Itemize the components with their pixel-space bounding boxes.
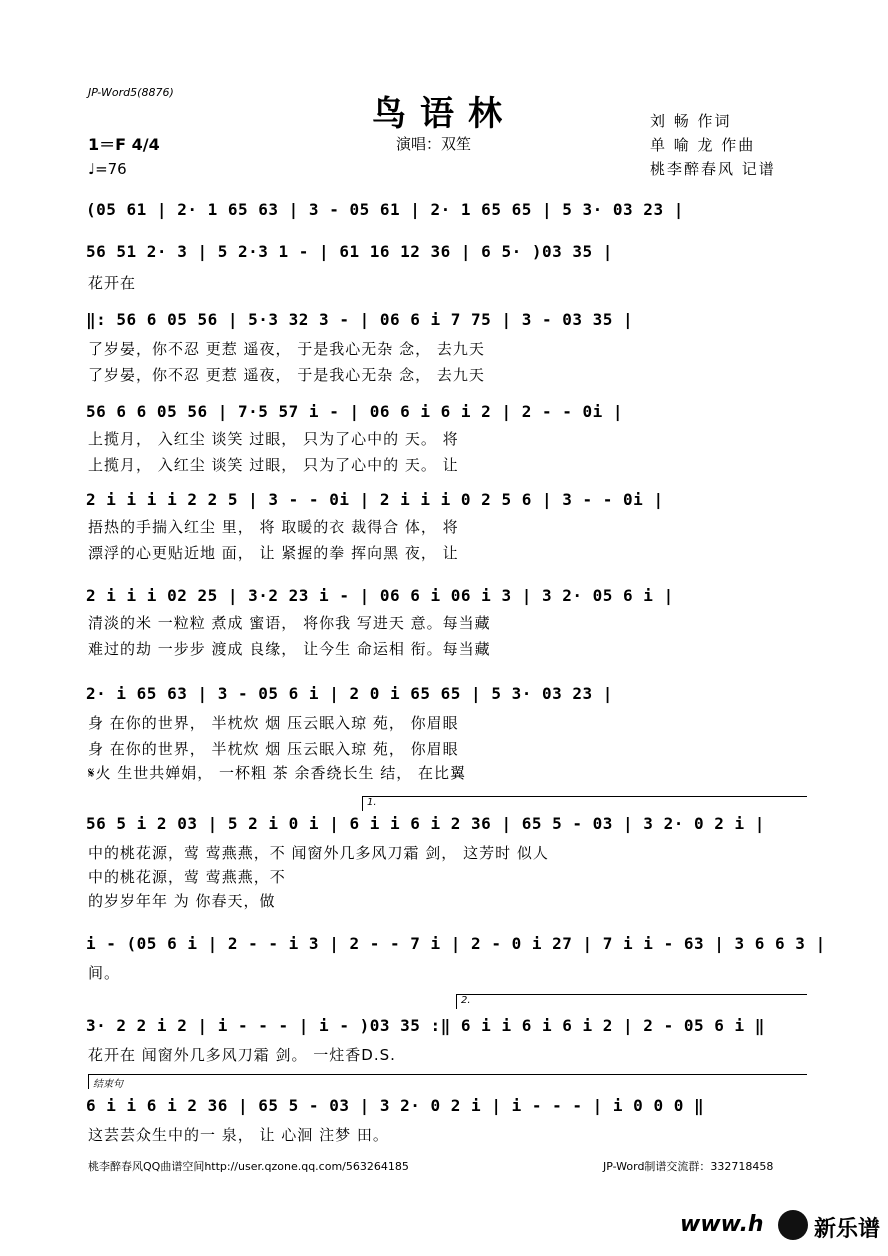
score-system-8: 56 5 i 2 03 | 5 2 i 0 i | 6 i i 6 i 2 36 | 65 5 - 03 | 3 2· 0 2 i | [86,814,765,833]
score-system-9: i - (05 6 i | 2 - - i 3 | 2 - - 7 i | 2 - 0 i 27 | 7 i i - 63 | 3 6 6 3 | [86,934,826,953]
lyric-line-7-3: 𝄋火 生世共婵娟， 一杯粗 茶 余香绕长生 结， 在比翼 [88,764,467,782]
lyric-line-4-1: 上揽月， 入红尘 谈笑 过眼， 只为了心中的 天。 将 [88,430,459,448]
software-label: JP-Word5(8876) [88,86,174,99]
singer-label: 演唱：双笙 [396,135,472,153]
volta-2: 2. [456,994,807,1009]
score-system-1: (05 61 | 2· 1 65 63 | 3 - 05 61 | 2· 1 65 65 | 5 3· 03 23 | [86,200,684,219]
score-system-5: 2 i i i i 2 2 5 | 3 - - 0i | 2 i i i 0 2 5 6 | 3 - - 0i | [86,490,664,509]
score-system-2: 56 51 2· 3 | 5 2·3 1 - | 61 16 12 36 | 6 5· )03 35 | [86,242,613,261]
watermark-url: www.h [680,1212,764,1237]
lyric-line-6-2: 难过的劫 一步步 渡成 良缘， 让今生 命运相 衔。每当藏 [88,640,491,658]
score-system-10: 3· 2 2 i 2 | i - - - | i - )03 35 :‖ 6 i i 6 i 6 i 2 | 2 - 05 6 i ‖ [86,1016,765,1035]
lyric-line-2-1: 花开在 [88,274,137,292]
score-system-3: ‖: 56 6 05 56 | 5·3 32 3 - | 06 6 i 7 75 | 3 - 03 35 | [86,310,634,329]
tempo-marking: ♩=76 [88,160,127,178]
lyric-line-11-1: 这芸芸众生中的一 泉， 让 心洄 注梦 田。 [88,1126,389,1144]
score-system-7: 2· i 65 63 | 3 - 05 6 i | 2 0 i 65 65 | 5 3· 03 23 | [86,684,613,703]
lyric-line-7-1: 身 在你的世界， 半枕炊 烟 压云眠入琼 苑， 你眉眼 [88,714,459,732]
watermark-brand: 新乐谱 [814,1217,881,1242]
lyric-line-10-1: 花开在 闻窗外几多风刀霜 剑。 一炷香D.S. [88,1046,396,1064]
lyric-line-8-3: 的岁岁年年 为 你春天，做 [88,892,276,910]
lyric-line-8-2: 中的桃花源，莺 莺燕燕，不 [88,868,286,886]
lyric-line-8-1: 中的桃花源，莺 莺燕燕，不 闻窗外几多风刀霜 剑， 这芳时 似人 [88,844,549,862]
song-title: 鸟语林 [372,94,516,134]
lyric-line-3-2: 了岁晏，你不忍 更惹 遥夜， 于是我心无杂 念， 去九天 [88,366,485,384]
score-system-6: 2 i i i 02 25 | 3·2 23 i - | 06 6 i 06 i 3 | 3 2· 05 6 i | [86,586,674,605]
lyric-line-6-1: 清淡的米 一粒粒 煮成 蜜语， 将你我 写进天 意。每当藏 [88,614,491,632]
lyricist-credit: 刘 畅 作词 [650,112,732,130]
lyric-line-7-2: 身 在你的世界， 半枕炊 烟 压云眠入琼 苑， 你眉眼 [88,740,459,758]
score-system-11: 6 i i 6 i 2 36 | 65 5 - 03 | 3 2· 0 2 i | i - - - | i 0 0 0 ‖ [86,1096,705,1115]
coda-bracket: 结束句 [88,1074,807,1089]
key-signature: 1＝F 4/4 [88,135,160,154]
lyric-line-4-2: 上揽月， 入红尘 谈笑 过眼， 只为了心中的 天。 让 [88,456,459,474]
score-system-4: 56 6 6 05 56 | 7·5 57 i - | 06 6 i 6 i 2 | 2 - - 0i | [86,402,624,421]
lyric-line-9-1: 间。 [88,964,121,982]
vinyl-record-icon [778,1210,808,1240]
lyric-line-5-1: 捂热的手揣入红尘 里， 将 取暖的衣 裁得合 体， 将 [88,518,459,536]
lyric-line-5-2: 漂浮的心更贴近地 面， 让 紧握的拳 挥向黑 夜， 让 [88,544,459,562]
transcriber-credit: 桃李醉春风 记谱 [650,160,776,178]
footer-source-link[interactable]: 桃李醉春风QQ曲谱空间http://user.qzone.qq.com/563264185 [88,1160,409,1173]
volta-1: 1. [362,796,807,811]
composer-credit: 单 喻 龙 作曲 [650,136,756,154]
footer-group-info: JP-Word制谱交流群：332718458 [603,1160,774,1173]
lyric-line-3-1: 了岁晏，你不忍 更惹 遥夜， 于是我心无杂 念， 去九天 [88,340,485,358]
